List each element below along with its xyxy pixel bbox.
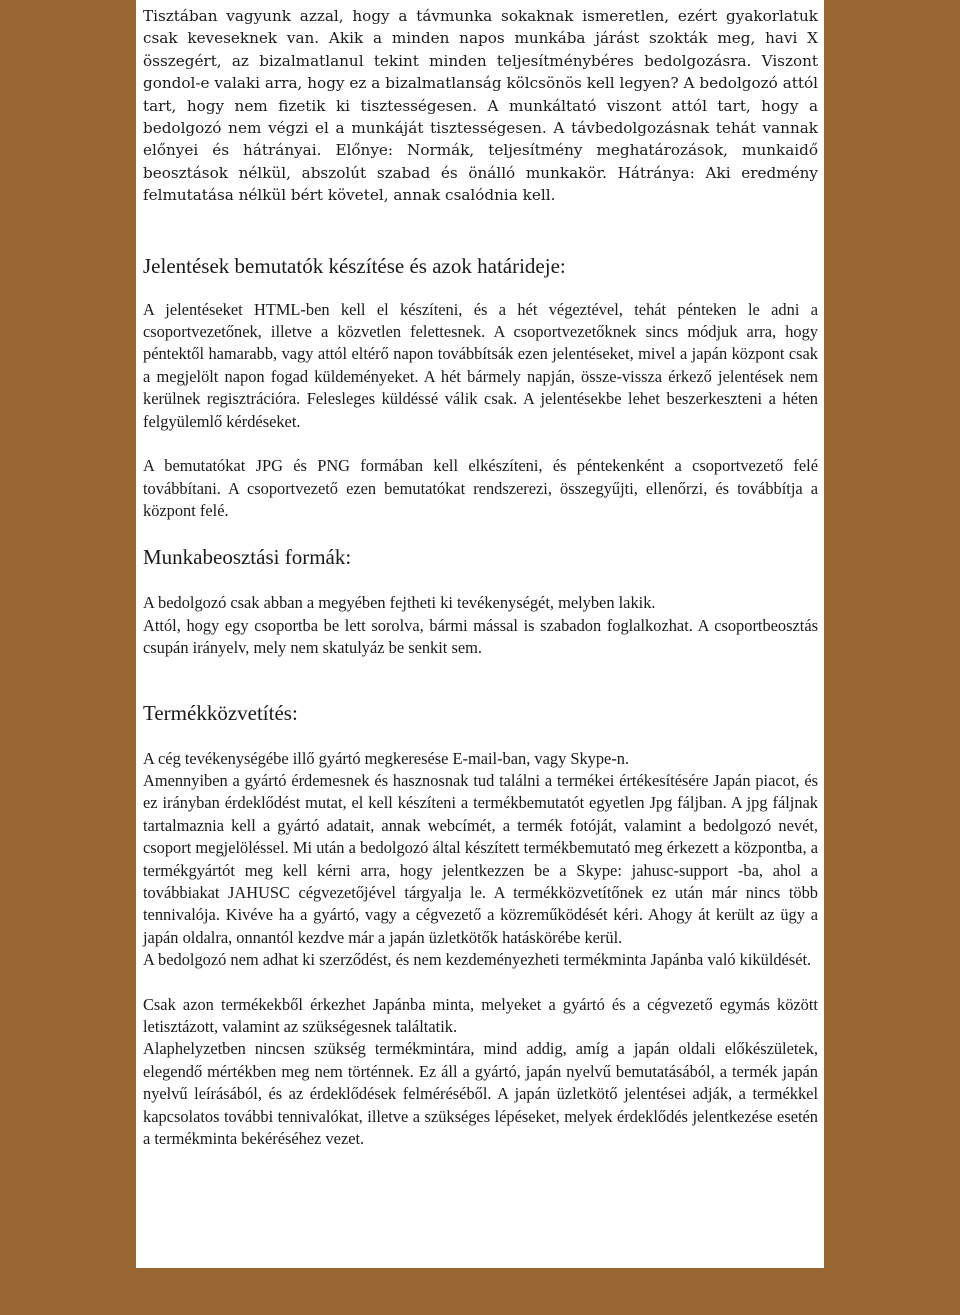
mediation-paragraph-1: A cég tevékenységébe illő gyártó megkeresése E-mail-ban, vagy Skype-n. [143, 748, 630, 768]
spacer [143, 570, 818, 592]
spacer [143, 279, 818, 299]
section-heading-mediation: Termékközvetítés: [143, 700, 298, 725]
section-heading-reports: Jelentések bemutatók készítése és azok határideje: [143, 253, 566, 278]
document-page [136, 0, 824, 1268]
section-heading-schedule: Munkabeosztási formák: [143, 545, 352, 570]
mediation-paragraph-2: Amennyiben a gyártó érdemesnek és hasznosnak tud találni a termékei értékesítésére Japán piacot, és ez irányban érdeklődést mutat, el kell készíteni a termékbemutatót egyetlen Jpg fáljban. A jpg fáljnak tartalmaznia kell a gyártó adatait, annak webcímét, a termék fotóját, valamint a bedolgozó nevét, csoport megjelöléssel. Mi után a bedolgozó által készített termékbemutató meg érkezett a központba, a termékgyártót meg kell kérni arra, hogy jelentkezzen be a Skype: jahusc-support -ba, ahol a továbbiakat JAHUSC cégvezetőjével tárgyalja le. A termékközvetítőnek ez után már nincs több tennivalója. Kivéve ha a gyártó, vagy a cégvezető a közreműködését kéri. Ahogy át került az ügy a japán oldalra, onnantól kezdve már a japán üzletkötők hatáskörébe kerül. [143, 770, 818, 947]
spacer [143, 726, 818, 748]
mediation-paragraph-3: A bedolgozó nem adhat ki szerződést, és nem kezdeményezheti termékminta Japánba való kiküldését. [143, 950, 812, 970]
spacer [143, 433, 818, 455]
spacer [143, 522, 818, 544]
reports-paragraph-1: A jelentéseket HTML-ben kell el készíteni, és a hét végeztével, tehát pénteken le adni a csoportvezetőnek, illetve a közvetlen felettesnek. A csoportvezetőknek sincs módjuk arra, hogy péntektől hamarabb, vagy attól eltérő napon továbbítsák ezen jelentéseket, mivel a japán központ csak a megjelölt napon fogad küldeményeket. A hét bármely napján, össze-vissza érkező jelentések nem kerülnek regisztrációra. Felesleges küldéssé válik csak. A jelentésekbe lehet beszerkeszteni a héten felgyülemlő kérdéseket. [143, 299, 818, 431]
spacer [143, 207, 818, 253]
spacer [143, 972, 818, 994]
schedule-paragraph-2: Attól, hogy egy csoportba be lett sorolva, bármi mással is szabadon foglalkozhat. A csoportbeosztás csupán irányelv, mely nem skatulyáz be senkit sem. [143, 615, 818, 658]
schedule-paragraph-1: A bedolgozó csak abban a megyében fejtheti ki tevékenységét, melyben lakik. [143, 593, 656, 613]
mediation-paragraph-5: Alaphelyzetben nincsen szükség termékmintára, mind addig, amíg a japán oldali előkészületek, elegendő mértékben meg nem történnek. Ez áll a gyártó, japán nyelvű bemutatásából, a termék japán nyelvű leírásából, és az érdeklődések felméréséből. A japán üzletkötő jelentései adják, a termékkel kapcsolatos további tennivalókat, illetve a szükséges lépéseket, melyek érdeklődés jelentkezése esetén a termékminta bekéréséhez vezet. [143, 1039, 818, 1149]
reports-paragraph-2: A bemutatókat JPG és PNG formában kell elkészíteni, és péntekenként a csoportvezető felé továbbítani. A csoportvezető ezen bemutatókat rendszerezi, összegyűjti, ellenőrzi, és továbbítja a központ felé. [143, 456, 818, 520]
spacer [143, 660, 818, 700]
intro-paragraph: Tisztában vagyunk azzal, hogy a távmunka sokaknak ismeretlen, ezért gyakorlatuk csak keveseknek van. Akik a minden napos munkába járást szokták meg, havi X összegért, az bizalmatlanul tekint minden teljesítménybéres bedolgozásra. Viszont gondol-e valaki arra, hogy ez a bizalmatlanság kölcsönös kell legyen? A bedolgozó attól tart, hogy nem fizetik ki tisztességesen. A munkáltató viszont attól tart, hogy a bedolgozó nem végzi el a munkáját tisztességesen. A távbedolgozásnak tehát vannak előnyei és hátrányai. Előnye: Normák, teljesítmény meghatározások, munkaidő beosztások nélkül, abszolút szabad és önálló munkakör. Hátránya: Aki eredmény felmutatása nélkül bért követel, annak csalódnia kell. [143, 7, 818, 205]
mediation-paragraph-4: Csak azon termékekből érkezhet Japánba minta, melyeket a gyártó és a cégvezető egymás között letisztázott, valamint az szükségesnek találtatik. [143, 994, 818, 1036]
